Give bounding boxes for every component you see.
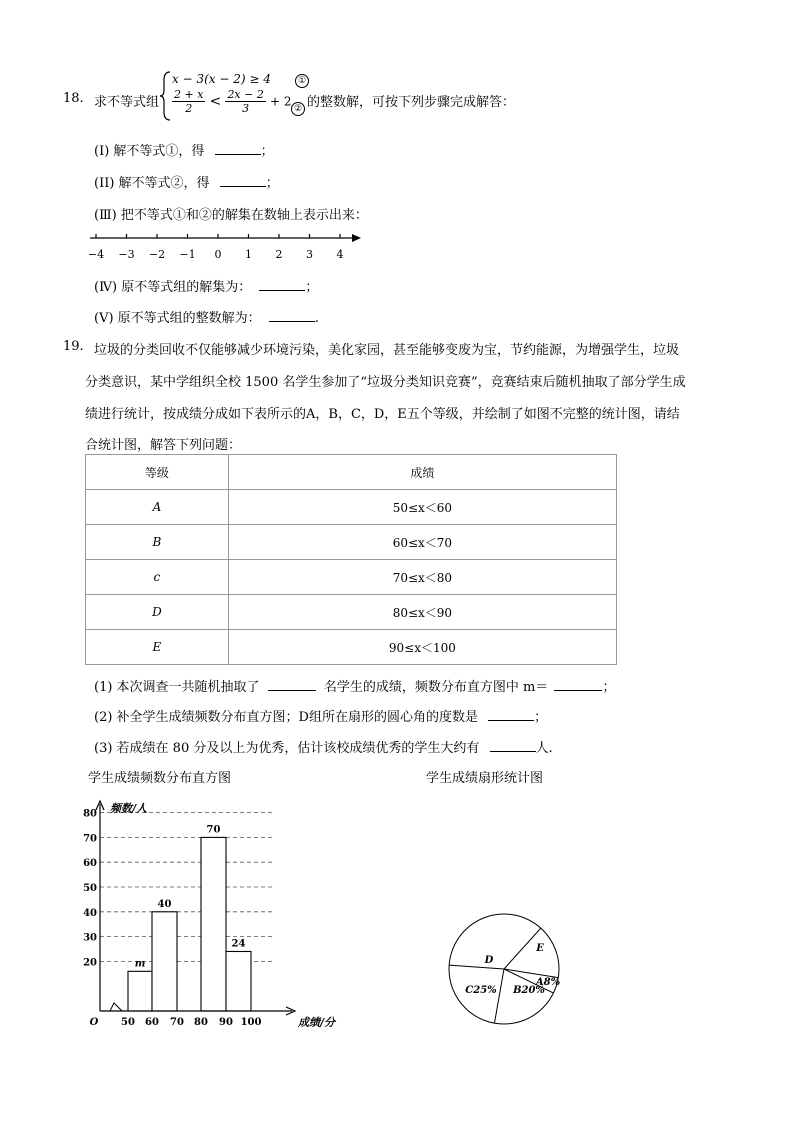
step5-end: . [314,311,319,326]
ineq2-left-frac [172,88,205,115]
cell-range: 50≤x＜60 [228,490,616,525]
numberline-tick-label: 0 [214,248,222,261]
ineq2-left-den: 2 [185,102,193,115]
sub1-text-b: 名学生的成绩，频数分布直方图中 m＝ [323,680,549,695]
x-tick-label: 90 [219,1017,233,1028]
histogram-bar [152,912,177,1011]
x-axis-label: 成绩/分 [298,1016,336,1029]
numberline-tick-label: 1 [245,248,252,261]
cell-grade: A [86,490,229,525]
y-tick-label: 50 [83,883,97,894]
histogram-bar [201,837,226,1011]
bar-value-label: m [134,958,146,970]
ineq1: x − 3(x − 2) ≥ 4 [172,72,271,86]
q18-step2 [94,172,279,191]
step1-end: ； [260,144,274,159]
histogram-chart [70,798,370,1033]
ineq2-tail: + 2 [270,94,292,109]
mark-1: ① [295,74,309,88]
number-line [84,228,369,266]
numberline-tick-label: −1 [179,248,196,261]
sub1-m-blank[interactable] [554,678,602,691]
sub3-text: (3) 若成绩在 80 分及以上为优秀，估计该校成绩优秀的学生大约有 [94,741,480,756]
cell-range: 80≤x＜90 [228,595,616,630]
step2-answer-blank[interactable] [220,174,266,187]
pie-slice-label: D [484,955,494,966]
y-axis-label: 频数/人 [110,802,148,815]
q18-step3: (Ⅲ) 把不等式①和②的解集在数轴上表示出来： [94,208,368,223]
numberline-tick-label: 4 [336,248,344,261]
q19-number: 19. [63,339,84,354]
grade-table [85,454,617,665]
step1-text: (I) 解不等式①，得 [94,144,205,159]
table-header-row [86,455,617,490]
step2-end: ； [265,176,279,191]
header-score: 成绩 [228,455,616,490]
mark-2: ② [291,102,305,116]
table-row [86,630,617,665]
q19-para-line4: 合统计图，解答下列问题： [85,438,242,453]
numberline-tick-label: −2 [148,248,166,261]
q19-sub2 [94,706,547,725]
step4-text: (Ⅳ) 原不等式组的解集为： [94,280,252,295]
ineq2-right-num: 2x − 2 [227,88,264,101]
step1-answer-blank[interactable] [215,142,261,155]
ineq2 [172,88,292,115]
table-row [86,595,617,630]
q18-intro: 求不等式组 [94,95,160,110]
pie-slice-label: B20% [513,985,545,996]
table-row [86,490,617,525]
x-tick-label: O [89,1017,99,1028]
q18-step1 [94,140,274,159]
q19-para-line2: 分类意识，某中学组织全校 1500 名学生参加了“垃圾分类知识竞赛”，竞赛结束后随机抽取了部分学生成 [85,375,686,390]
q18-step4 [94,276,318,295]
table-row [86,560,617,595]
sub2-text: (2) 补全学生成绩频数分布直方图；D组所在扇形的圆心角的度数是 [94,710,478,725]
sub1-text-a: (1) 本次调查一共随机抽取了 [94,680,260,695]
sub1-end: ； [602,680,616,695]
cell-range: 90≤x＜100 [228,630,616,665]
step4-end: ； [305,280,319,295]
ineq2-right-frac [225,88,265,115]
x-tick-label: 60 [145,1017,159,1028]
q19-para-line3: 绩进行统计，按成绩分成如下表所示的A，B，C，D，E五个等级，并绘制了如图不完整的统计图，请结 [85,407,680,422]
cell-grade: B [86,525,229,560]
pie-slice-label: C25% [465,985,497,996]
table-row [86,525,617,560]
cell-grade: E [86,630,229,665]
q19-para-line1: 垃圾的分类回收不仅能够减少环境污染，美化家园，甚至能够变废为宝，节约能源，为增强学生，垃圾 [94,343,680,358]
step5-text: (Ⅴ) 原不等式组的整数解为： [94,311,261,326]
pie-slice-label: A8% [535,977,561,988]
y-tick-label: 30 [83,932,97,944]
q18-number: 18. [63,91,84,106]
y-tick-label: 70 [83,833,97,845]
histogram-title: 学生成绩频数分布直方图 [88,771,232,786]
x-tick-label: 100 [240,1017,262,1028]
numberline-tick-label: 3 [306,248,313,261]
step4-answer-blank[interactable] [259,278,305,291]
histogram-bar [226,951,251,1011]
bar-value-label: 24 [231,938,246,950]
q18-step5 [94,307,319,326]
numberline-tick-label: −4 [87,248,105,261]
x-tick-label: 70 [170,1017,184,1028]
cell-range: 60≤x＜70 [228,525,616,560]
y-tick-label: 40 [83,907,97,919]
pie-chart [445,905,575,1035]
numberline-tick-label: −3 [118,248,135,261]
sub3-end: 人. [535,741,553,756]
q18-outro: 的整数解，可按下列步骤完成解答： [307,95,516,110]
cell-grade: c [86,560,229,595]
header-grade: 等级 [86,455,229,490]
ineq2-op: < [209,93,222,110]
cell-grade: D [86,595,229,630]
sub2-end: ； [534,710,548,725]
axis-break-mark [110,1003,122,1011]
ineq2-right-den: 3 [242,102,250,115]
histogram-bar [128,971,152,1011]
y-tick-label: 80 [83,808,97,820]
system-brace [160,70,172,122]
q19-sub1 [94,676,615,695]
y-tick-label: 60 [83,858,97,870]
ineq2-left-num: 2 + x [174,88,204,101]
numberline-tick-label: 2 [275,248,283,261]
step5-answer-blank[interactable] [269,309,315,322]
bar-value-label: 40 [157,898,172,910]
y-tick-label: 20 [83,957,97,969]
sub3-count-blank[interactable] [490,739,536,752]
x-tick-label: 50 [121,1017,135,1028]
x-tick-label: 80 [194,1017,208,1028]
step2-text: (II) 解不等式②，得 [94,176,210,191]
pie-title: 学生成绩扇形统计图 [426,771,544,786]
bar-value-label: 70 [206,824,221,836]
pie-slice-label: E [536,943,544,954]
cell-range: 70≤x＜80 [228,560,616,595]
q19-sub3 [94,737,553,756]
sub2-angle-blank[interactable] [488,708,534,721]
sub1-total-blank[interactable] [268,678,316,691]
